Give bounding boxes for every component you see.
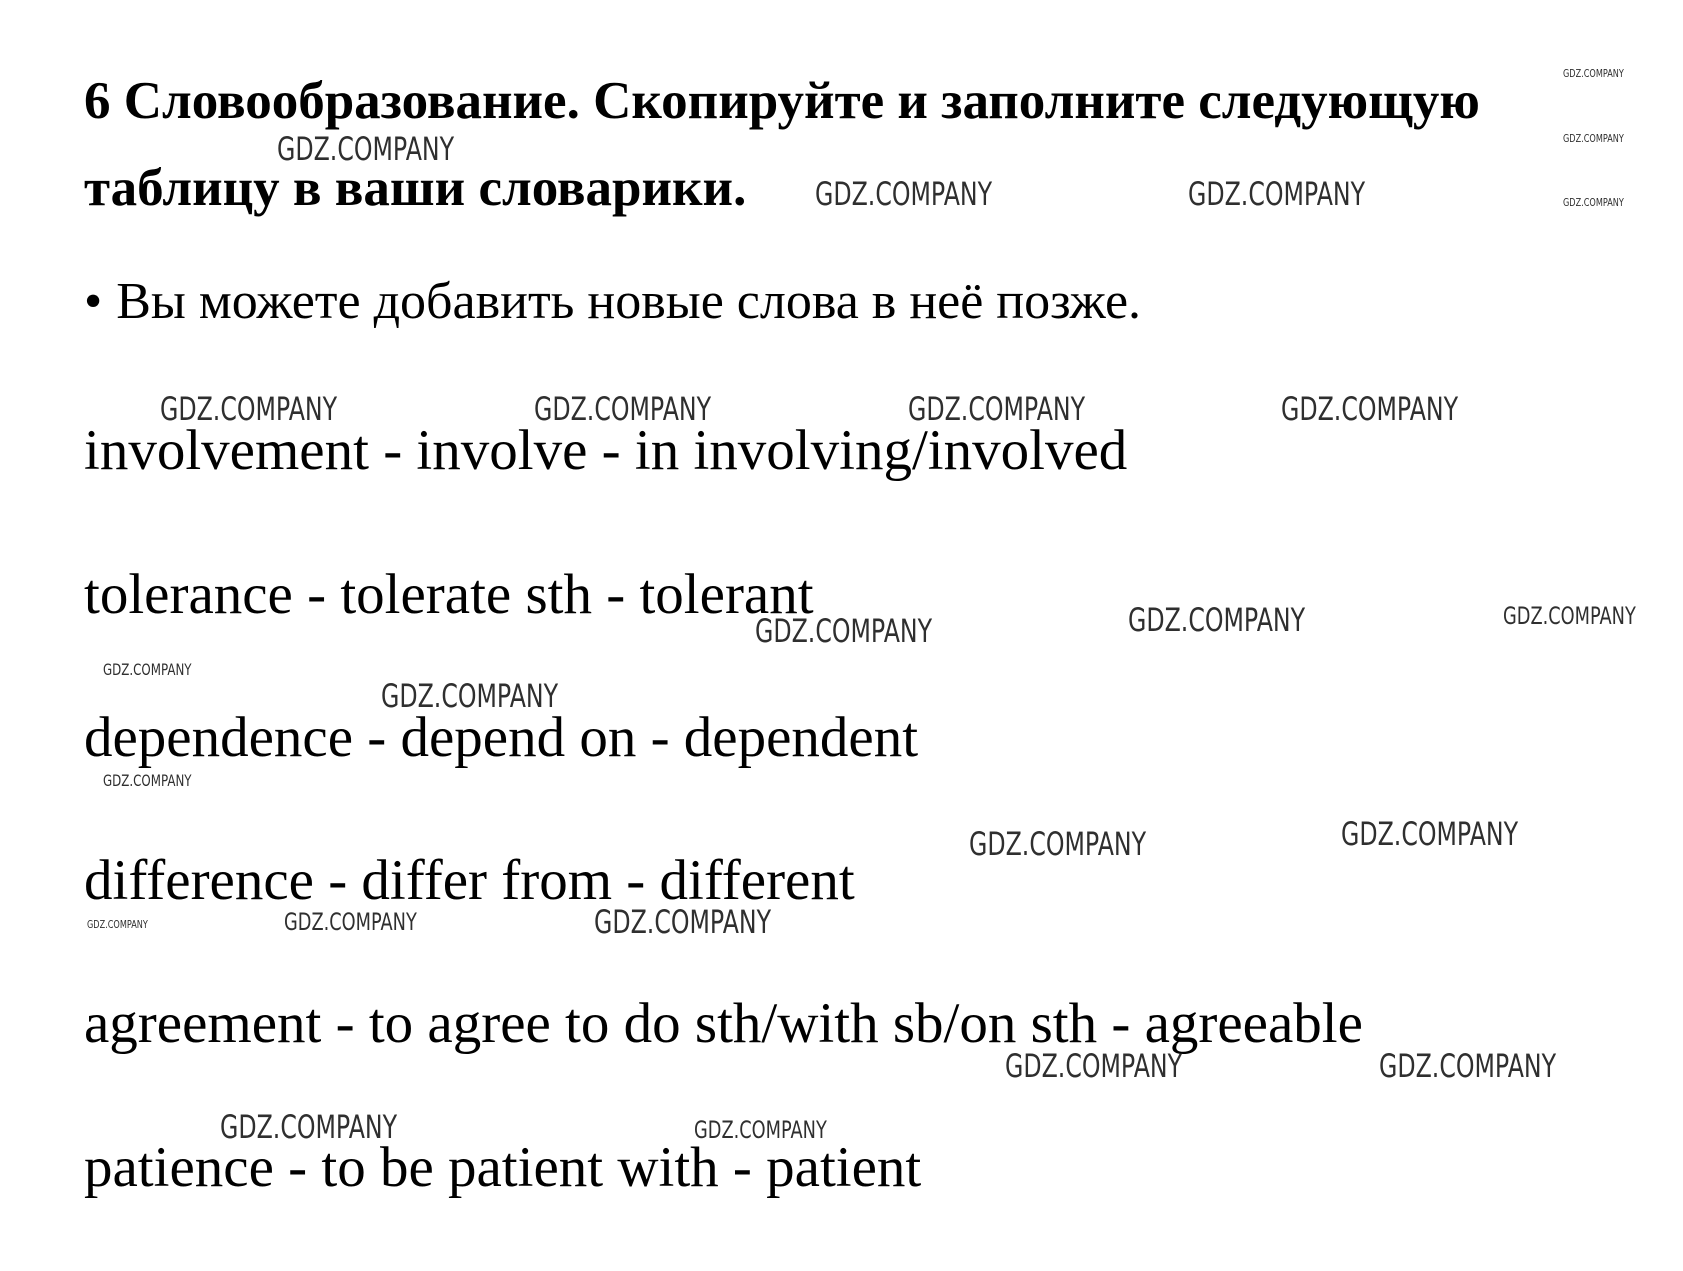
watermark: GDZ.COMPANY <box>1563 132 1624 145</box>
watermark: GDZ.COMPANY <box>755 612 933 650</box>
watermark: GDZ.COMPANY <box>1281 390 1459 428</box>
watermark: GDZ.COMPANY <box>1005 1047 1183 1085</box>
watermark: GDZ.COMPANY <box>381 677 559 715</box>
heading-line-1: 6 Словообразование. Скопируйте и заполните следующую <box>84 72 1480 130</box>
watermark: GDZ.COMPANY <box>103 771 192 790</box>
watermark: GDZ.COMPANY <box>815 175 993 213</box>
watermark: GDZ.COMPANY <box>969 825 1147 863</box>
word-family-entry: tolerance - tolerate sth - tolerant <box>84 563 814 626</box>
watermark: GDZ.COMPANY <box>1503 602 1636 630</box>
exercise-note <box>84 272 1141 332</box>
bullet-icon: • <box>84 273 103 330</box>
watermark: GDZ.COMPANY <box>694 1116 827 1144</box>
watermark: GDZ.COMPANY <box>1341 815 1519 853</box>
watermark: GDZ.COMPANY <box>1188 175 1366 213</box>
heading-line-2: таблицу в ваши словарики. <box>84 159 747 217</box>
watermark: GDZ.COMPANY <box>908 390 1086 428</box>
watermark: GDZ.COMPANY <box>277 130 455 168</box>
watermark: GDZ.COMPANY <box>534 390 712 428</box>
watermark: GDZ.COMPANY <box>1379 1047 1557 1085</box>
watermark: GDZ.COMPANY <box>1563 196 1624 209</box>
watermark: GDZ.COMPANY <box>1563 67 1624 80</box>
watermark: GDZ.COMPANY <box>160 390 338 428</box>
watermark: GDZ.COMPANY <box>220 1108 398 1146</box>
note-text: Вы можете добавить новые слова в неё позже. <box>116 273 1142 330</box>
watermark: GDZ.COMPANY <box>284 908 417 936</box>
word-family-entry: patience - to be patient with - patient <box>84 1136 922 1199</box>
watermark: GDZ.COMPANY <box>103 660 192 679</box>
word-family-entry: involvement - involve - in involving/involved <box>84 419 1128 482</box>
watermark: GDZ.COMPANY <box>1128 601 1306 639</box>
word-family-entry: dependence - depend on - dependent <box>84 706 919 769</box>
watermark: GDZ.COMPANY <box>594 903 772 941</box>
word-family-entry: difference - differ from - different <box>84 849 855 912</box>
watermark: GDZ.COMPANY <box>87 918 148 931</box>
word-family-entry: agreement - to agree to do sth/with sb/on sth - agreeable <box>84 992 1363 1055</box>
